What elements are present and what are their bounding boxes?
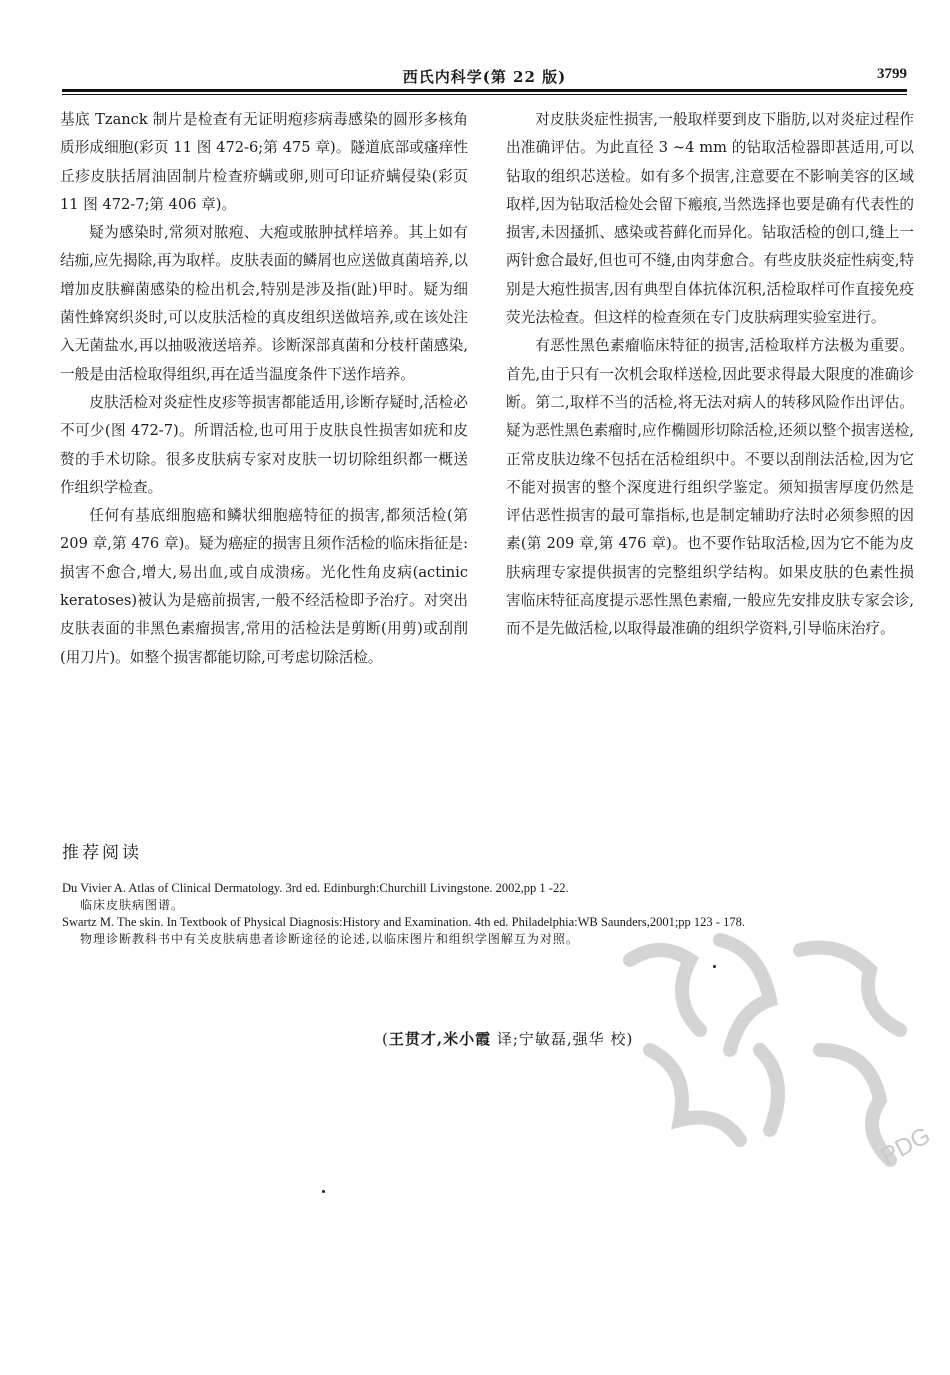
reviewer-names: 译;宁敏磊,强华 校): [491, 1030, 634, 1048]
paragraph: 任何有基底细胞癌和鳞状细胞癌特征的损害,都须活检(第 209 章,第 476 章)。疑为癌症的损害且须作活检的临床指征是:损害不愈合,增大,易出血,或自成溃疡。光化性角皮病(actinic keratoses)被认为是癌前损害,一般不经活检即予治疗。对突出皮肤表面的非黑色素瘤损害,常用的活检法是剪断(用剪)或刮削(用刀片)。如整个损害都能切除,可考虑切除活检。: [60, 507, 468, 666]
recommended-reading-heading: 推荐阅读: [62, 843, 142, 863]
reference-citation: Swartz M. The skin. In Textbook of Physical Diagnosis:History and Examination. 4th ed. Philadelphia:WB Saunders,2001;pp 123 - 178.: [62, 915, 745, 929]
paragraph: 对皮肤炎症性损害,一般取样要到皮下脂肪,以对炎症过程作出准确评估。为此直径 3 ~4 mm 的钻取活检器即甚适用,可以钻取的组织芯送检。如有多个损害,注意要在不影响美容的区域取样,因为钻取活检处会留下瘢痕,当然选择也要是确有代表性的损害,未因搔抓、感染或苔藓化而异化。钻取活检的创口,缝上一两针愈合最好,但也可不缝,由肉芽愈合。有些皮肤炎症性病变,特别是大疱性损害,因有典型自体抗体沉积,活检取样可作直接免疫荧光法检查。但这样的检查须在专门皮肤病理实验室进行。: [506, 111, 914, 327]
header-rule-thick: [62, 89, 907, 92]
speck: [322, 1190, 325, 1193]
page-number: 3799: [877, 66, 907, 82]
translator-names: 王贯才,米小霞: [388, 1030, 492, 1048]
paragraph: 皮肤活检对炎症性皮疹等损害都能适用,诊断存疑时,活检必不可少(图 472-7)。所谓活检,也可用于皮肤良性损害如疣和皮赘的手术切除。很多皮肤病专家对皮肤一切切除组织都一概送作组织学检查。: [60, 393, 468, 496]
right-column: [506, 106, 914, 644]
paragraph: 有恶性黑色素瘤临床特征的损害,活检取样方法极为重要。首先,由于只有一次机会取样送检,因此要求得最大限度的准确诊断。第二,取样不当的活检,将无法对病人的转移风险作出评估。疑为恶性黑色素瘤时,应作椭圆形切除活检,还须以整个损害送检,正常皮肤边缘不包括在活检组织中。不要以刮削法活检,因为它不能对损害的整个深度进行组织学鉴定。须知损害厚度仍然是评估恶性损害的最可靠指标,也是制定辅助疗法时必须参照的因素(第 209 章,第 476 章)。也不要作钻取活检,因为它不能为皮肤病理专家提供损害的完整组织学结构。如果皮肤的色素性损害临床特征高度提示恶性黑色素瘤,一般应先安排皮肤专家会诊,而不是先做活检,以取得最准确的组织学资料,引导临床治疗。: [506, 337, 914, 638]
book-title: 西氏内科学(第 22 版): [402, 68, 567, 86]
paragraph: 疑为感染时,常须对脓疱、大疱或脓肿拭样培养。其上如有结痂,应先揭除,再为取样。皮肤表面的鳞屑也应送做真菌培养,以增加皮肤癣菌感染的检出机会,特别是涉及指(趾)甲时。疑为细菌性蜂窝织炎时,可以皮肤活检的真皮组织送做培养,或在该处注入无菌盐水,再以抽吸液送培养。诊断深部真菌和分枝杆菌感染,一般是由活检取得组织,再在适当温度条件下送作培养。: [60, 224, 468, 383]
header-rule-thin: [62, 94, 907, 95]
paragraph: 基底 Tzanck 制片是检查有无证明疱疹病毒感染的圆形多核角质形成细胞(彩页 11 图 472-6;第 475 章)。隧道底部或瘙痒性丘疹皮肤括屑油固制片检查疥螨或卵,则可印证疥螨侵染(彩页 11 图 472-7;第 406 章)。: [60, 111, 468, 213]
reference-list: [62, 880, 762, 948]
reference-note: 临床皮肤病图谱。: [80, 898, 185, 912]
translator-credits: (王贯才,米小霞 译;宁敏磊,强华 校): [382, 1030, 634, 1048]
watermark-text: PDG: [876, 1121, 935, 1171]
reference-citation: Du Vivier A. Atlas of Clinical Dermatology. 3rd ed. Edinburgh:Churchill Livingstone. 2002,pp 1 -22.: [62, 881, 569, 895]
left-column: [60, 106, 468, 672]
speck: [713, 965, 716, 968]
running-header: [62, 64, 907, 86]
reference-note: 物理诊断教科书中有关皮肤病患者诊断途径的论述,以临床图片和组织学图解互为对照。: [80, 932, 579, 946]
